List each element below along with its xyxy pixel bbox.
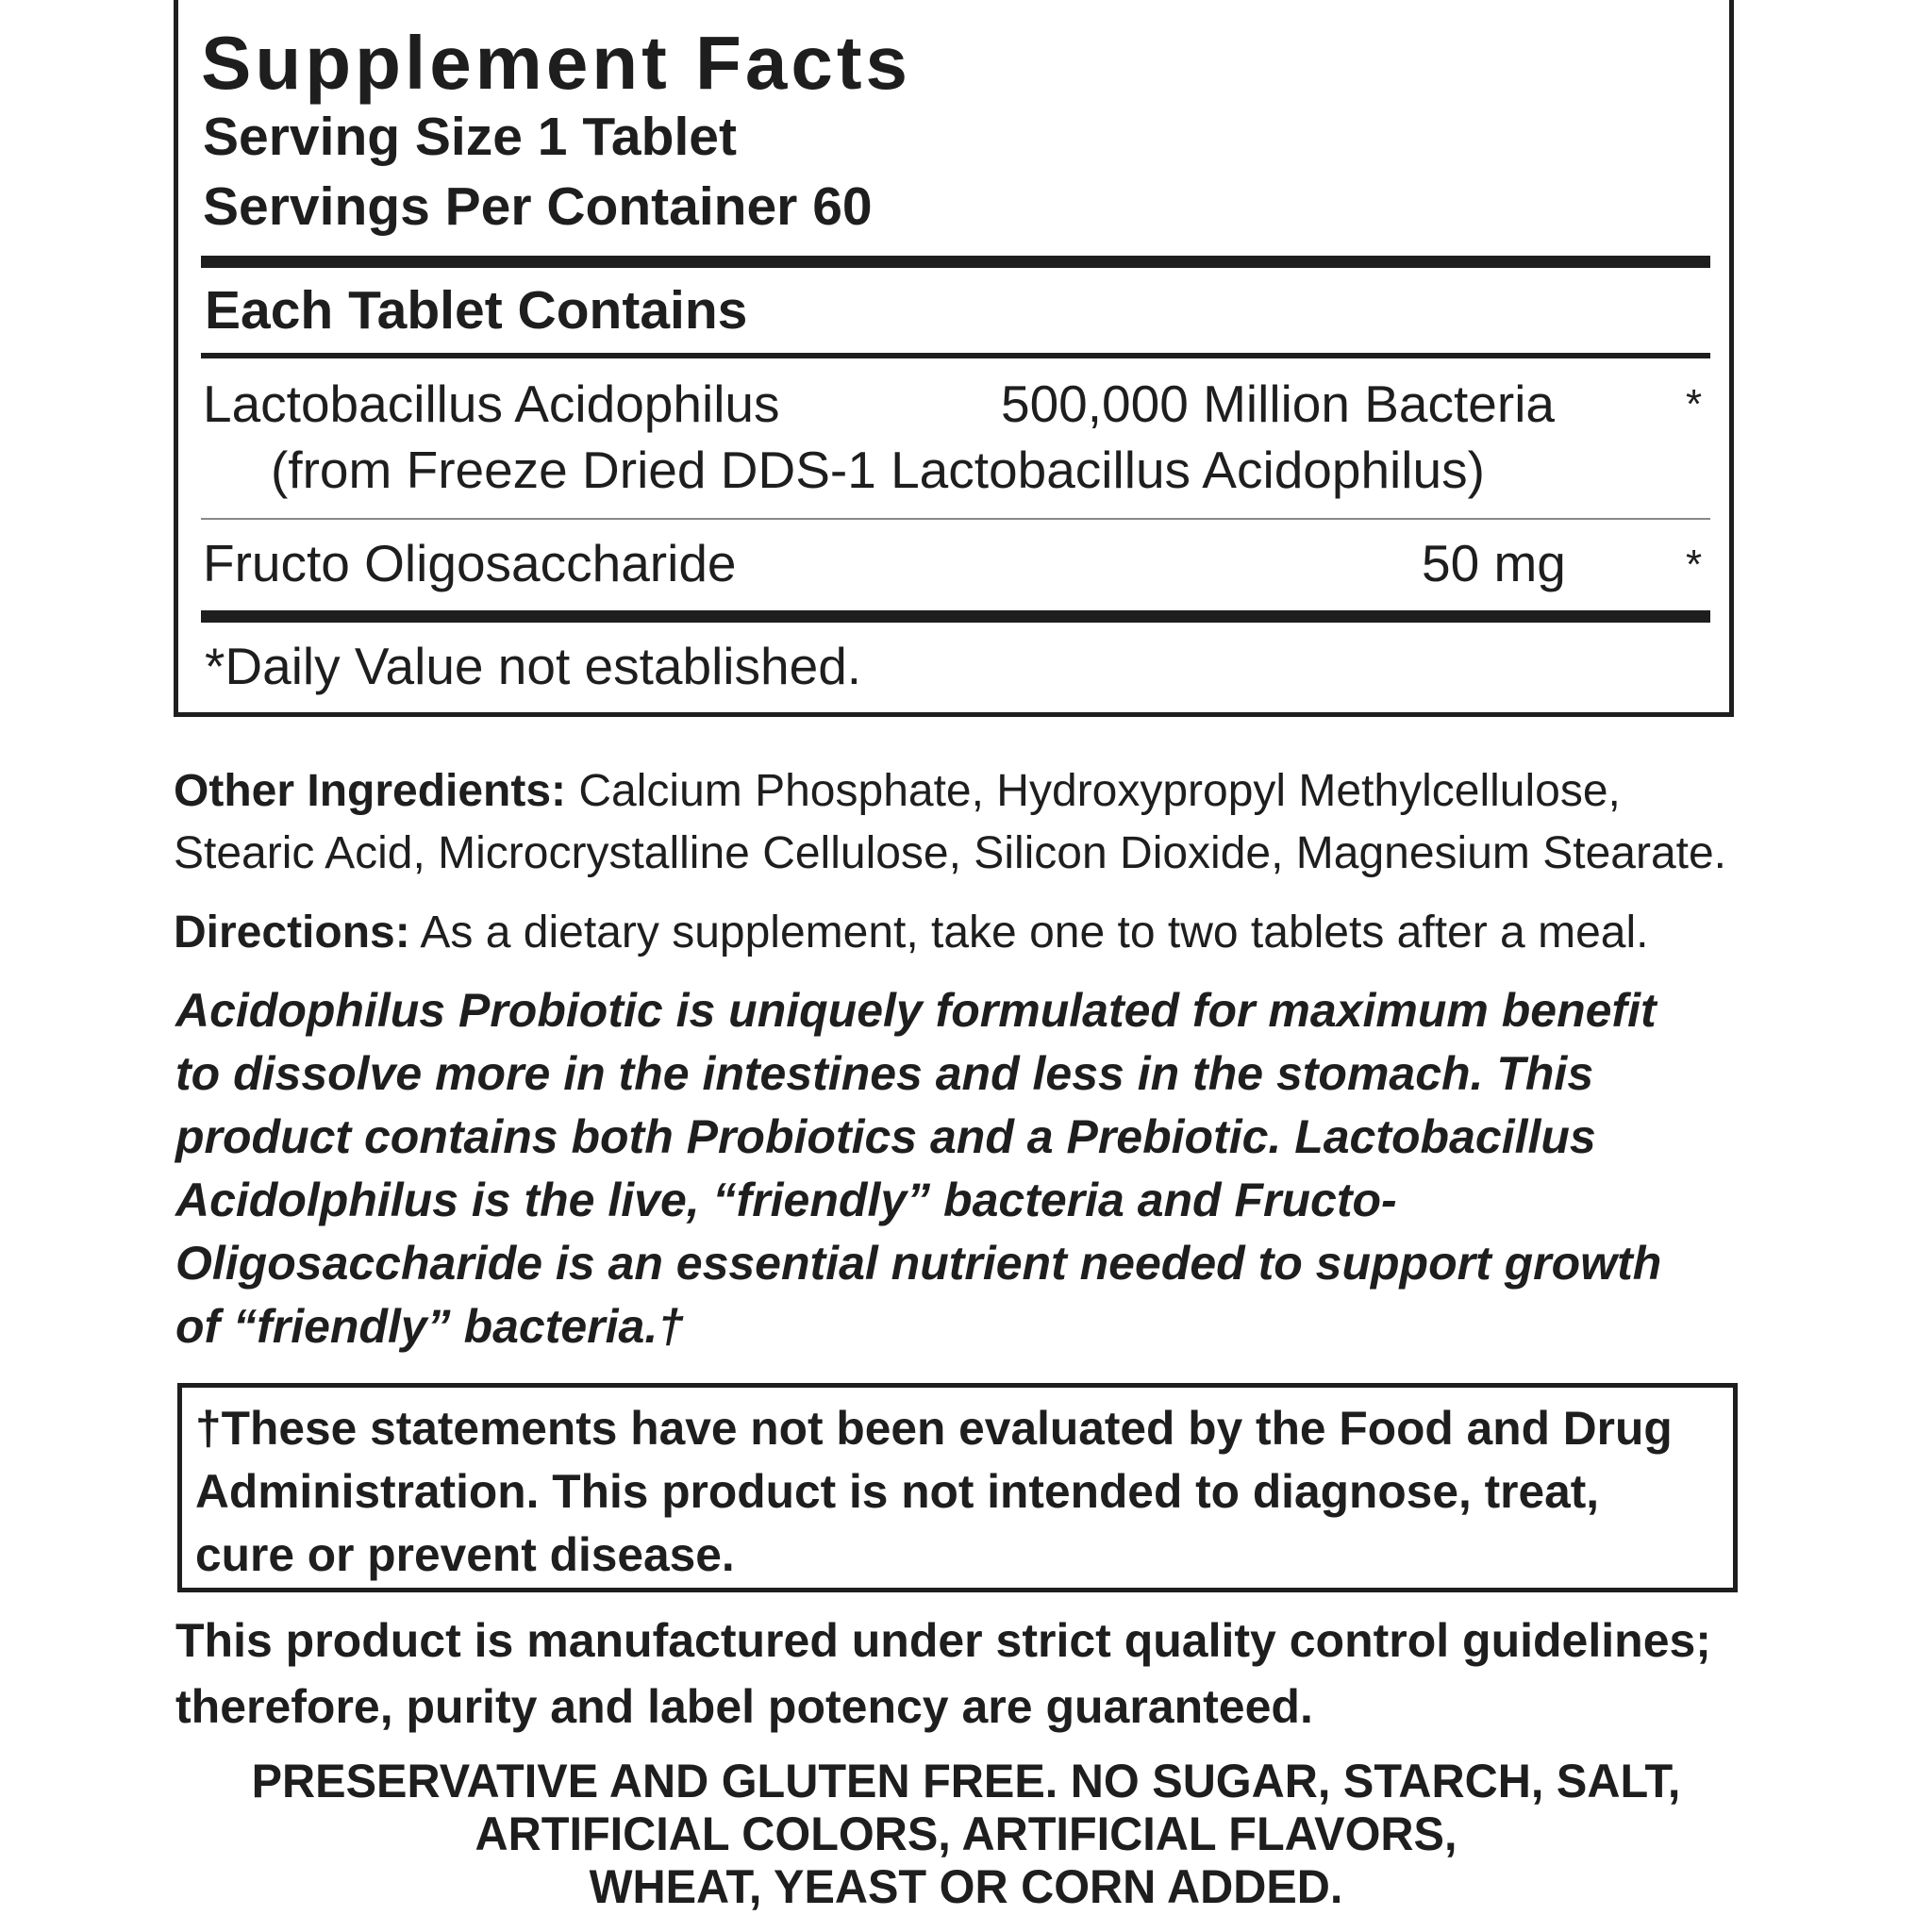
description-line: product contains both Probiotics and a Prebiotic. Lactobacillus [175, 1110, 1596, 1163]
description-line: Oligosaccharide is an essential nutrient needed to support growth [175, 1237, 1662, 1290]
directions-text: As a dietary supplement, take one to two tablets after a meal. [409, 908, 1649, 958]
daily-value-marker: * [1686, 541, 1703, 588]
description-line: to dissolve more in the intestines and less in the stomach. This [175, 1047, 1594, 1100]
ingredient-source: (from Freeze Dried DDS-1 Lactobacillus Acidophilus) [271, 441, 1485, 499]
supplement-facts-title: Supplement Facts [201, 21, 912, 105]
quality-line: therefore, purity and label potency are guaranteed. [175, 1680, 1313, 1733]
directions [174, 902, 1743, 964]
medium-divider [201, 353, 1710, 358]
product-description [175, 979, 1745, 1358]
directions-label: Directions: [174, 908, 410, 958]
quality-statement [175, 1607, 1711, 1740]
thin-divider [201, 518, 1710, 520]
description-line: Acidolphilus is the live, “friendly” bacteria and Fructo- [175, 1174, 1397, 1226]
free-from-statement [142, 1755, 1790, 1913]
free-from-line: ARTIFICIAL COLORS, ARTIFICIAL FLAVORS, [475, 1807, 1457, 1860]
ingredient-amount: 500,000 Million Bacteria [1001, 375, 1556, 433]
supplement-facts-panel [174, 0, 1734, 717]
other-ingredients-label: Other Ingredients: [174, 766, 567, 816]
free-from-line: WHEAT, YEAST OR CORN ADDED. [589, 1860, 1343, 1913]
thick-divider [201, 256, 1710, 268]
description-line: of “friendly” bacteria.† [175, 1300, 685, 1353]
disclaimer-line: †These statements have not been evaluated by the Food and Drug [195, 1402, 1673, 1455]
section-heading: Each Tablet Contains [205, 280, 748, 341]
disclaimer-line: cure or prevent disease. [195, 1528, 735, 1581]
ingredient-amount: 50 mg [1422, 534, 1566, 592]
other-ingredients-text: Calcium Phosphate, Hydroxypropyl Methylcellulose, [566, 766, 1621, 816]
daily-value-marker: * [1686, 381, 1703, 427]
daily-value-footnote: *Daily Value not established. [205, 637, 862, 695]
other-ingredients [174, 760, 1743, 885]
fda-disclaimer-box [177, 1383, 1738, 1592]
ingredient-name: Lactobacillus Acidophilus [203, 375, 780, 433]
other-ingredients-text: Stearic Acid, Microcrystalline Cellulose, Silicon Dioxide, Magnesium Stearate. [174, 828, 1727, 878]
servings-per-container: Servings Per Container 60 [203, 176, 873, 237]
directions-line [174, 902, 1743, 964]
free-from-line: PRESERVATIVE AND GLUTEN FREE. NO SUGAR, STARCH, SALT, [251, 1755, 1681, 1807]
thick-divider [201, 610, 1710, 623]
serving-size: Serving Size 1 Tablet [203, 107, 737, 167]
other-ingredients-line [174, 760, 1743, 823]
quality-line: This product is manufactured under strict quality control guidelines; [175, 1614, 1711, 1667]
ingredient-name: Fructo Oligosaccharide [203, 534, 737, 592]
disclaimer-line: Administration. This product is not intended to diagnose, treat, [195, 1465, 1600, 1518]
description-line: Acidophilus Probiotic is uniquely formulated for maximum benefit [175, 984, 1657, 1037]
